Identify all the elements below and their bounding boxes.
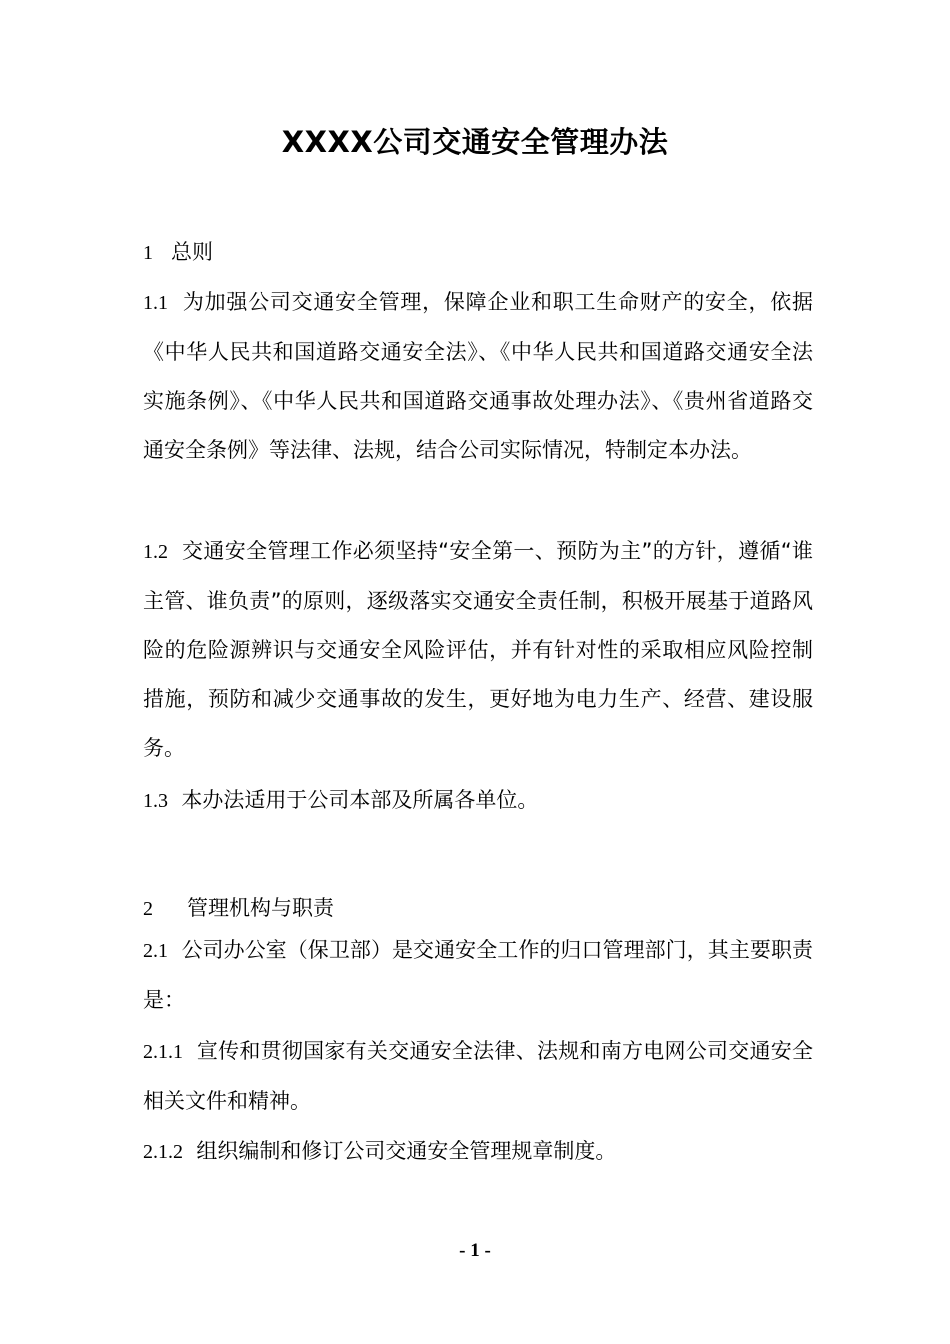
clause-text: 宣传和贯彻国家有关交通安全法律、法规和南方电网公司交通安全相关文件和精神。 bbox=[143, 1039, 814, 1113]
clause-number: 2.1.1 bbox=[143, 1041, 183, 1063]
clause-1-1 bbox=[143, 278, 813, 475]
clause-text: 公司办公室（保卫部）是交通安全工作的归口管理部门，其主要职责是： bbox=[143, 938, 814, 1012]
clause-2-1 bbox=[143, 926, 813, 1025]
section-title: 总则 bbox=[171, 240, 213, 264]
section-number: 1 bbox=[143, 242, 153, 264]
clause-number: 1.2 bbox=[143, 541, 168, 563]
clause-text: 组织编制和修订公司交通安全管理规章制度。 bbox=[196, 1139, 617, 1163]
clause-text: 交通安全管理工作必须坚持“安全第一、预防为主”的方针，遵循“谁主管、谁负责”的原则，逐级落实交通安全责任制，积极开展基于道路风险的危险源辨识与交通安全风险评估，并有针对性的采取相应风险控制措施，预防和减少交通事故的发生，更好地为电力生产、经营、建设服务。 bbox=[143, 539, 813, 760]
section-number: 2 bbox=[143, 898, 153, 920]
clause-number: 1.1 bbox=[143, 292, 168, 314]
clause-2-1-1 bbox=[143, 1027, 813, 1126]
section-heading-1 bbox=[143, 237, 213, 268]
clause-number: 1.3 bbox=[143, 790, 168, 812]
clause-2-1-2 bbox=[143, 1127, 813, 1177]
page-number: - 1 - bbox=[459, 1240, 491, 1261]
clause-text: 本办法适用于公司本部及所属各单位。 bbox=[181, 788, 539, 812]
clause-number: 2.1.2 bbox=[143, 1141, 183, 1163]
clause-text: 为加强公司交通安全管理，保障企业和职工生命财产的安全，依据《中华人民共和国道路交通安全法》、《中华人民共和国道路交通安全法实施条例》、《中华人民共和国道路交通事故处理办法》、《贵州省道路交通安全条例》等法律、法规，结合公司实际情况，特制定本办法。 bbox=[143, 290, 814, 462]
section-title: 管理机构与职责 bbox=[187, 896, 334, 920]
document-title: XXXX公司交通安全管理办法 bbox=[281, 125, 669, 159]
clause-1-3 bbox=[143, 776, 813, 826]
clause-1-2 bbox=[143, 527, 813, 773]
clause-number: 2.1 bbox=[143, 940, 168, 962]
section-heading-2 bbox=[143, 893, 334, 924]
